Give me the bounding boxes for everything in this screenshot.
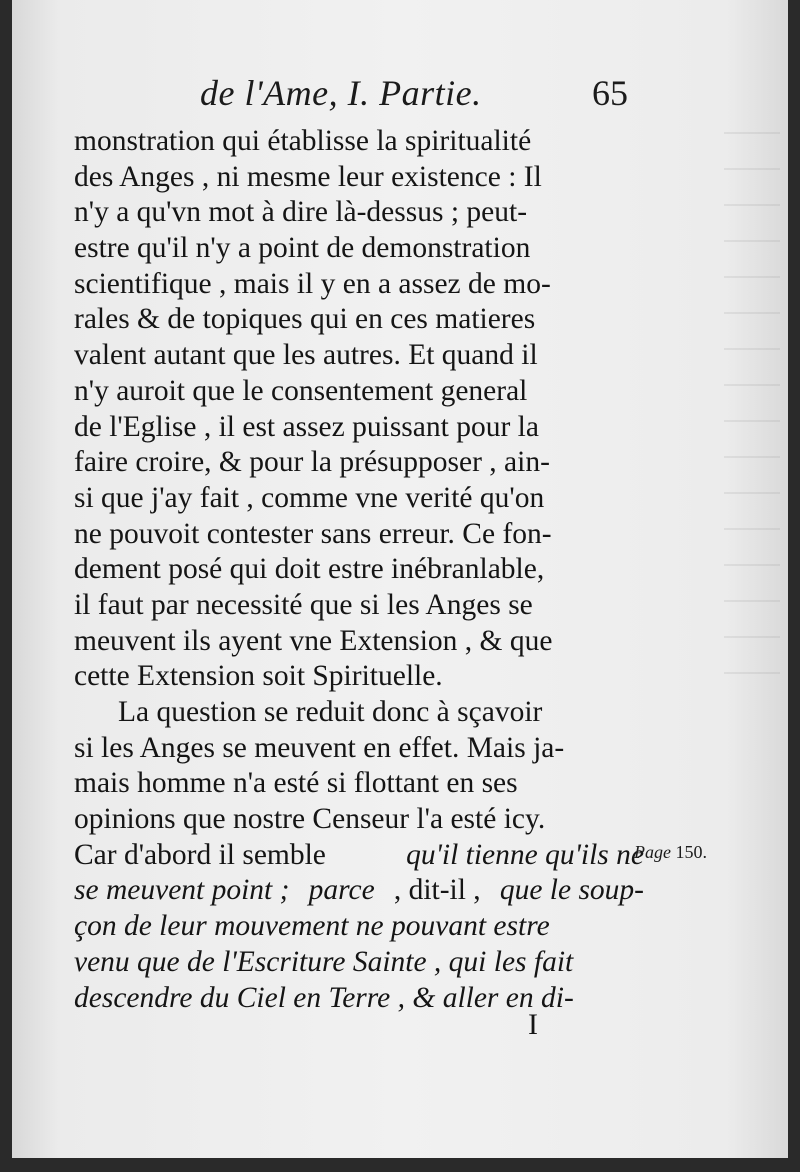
text-line: cette Extension soit Spirituelle.: [74, 660, 443, 693]
text-line: venu que de l'Escriture Sainte , qui les fait: [74, 945, 574, 978]
signature-mark: I: [528, 1008, 538, 1041]
text-line: scientifique , mais il y en a assez de mo-: [74, 267, 551, 300]
body-text: [74, 124, 644, 1016]
text-line: monstration qui établisse la spiritualité: [74, 125, 532, 157]
text-line: dement posé qui doit estre inébranlable,: [74, 553, 545, 586]
page-header: [12, 72, 788, 122]
text-line: si les Anges se meuvent en effet. Mais ja-: [74, 731, 565, 764]
text-line: il faut par necessité que si les Anges se: [74, 588, 533, 621]
text-line: faire croire, & pour la présupposer , ain-: [74, 446, 550, 479]
text-line: mais homme n'a esté si flottant en ses: [74, 767, 518, 800]
text-line: des Anges , ni mesme leur existence : Il: [74, 160, 542, 193]
text-line: n'y a qu'vn mot à dire là-dessus ; peut-: [74, 196, 528, 229]
text-line: Car d'abord il semble qu'il tienne qu'ils ne: [74, 838, 644, 874]
text-line: descendre du Ciel en Terre , & aller en di-: [74, 981, 574, 1014]
text-line: valent autant que les autres. Et quand il: [74, 339, 538, 372]
paragraph-first-line: La question se reduit donc à sçavoir: [118, 696, 543, 728]
text-line: n'y auroit que le consentement general: [74, 374, 528, 407]
show-through-bleed: [724, 108, 780, 688]
margin-note-label: Page: [634, 842, 671, 862]
text-line: se meuvent point ; parce , dit-il , que le soup-: [74, 874, 644, 907]
margin-note: [634, 842, 707, 863]
margin-note-number: 150.: [675, 842, 707, 862]
text-line: estre qu'il n'y a point de demonstration: [74, 232, 531, 265]
italic-quote: qu'il tienne qu'ils ne: [406, 838, 644, 871]
text-line: meuvent ils ayent vne Extension , & que: [74, 624, 553, 657]
text-line: opinions que nostre Censeur l'a esté icy.: [74, 803, 546, 836]
text-line: de l'Eglise , il est assez puissant pour la: [74, 410, 539, 443]
text-line: ne pouvoit contester sans erreur. Ce fon-: [74, 517, 552, 550]
page-number: 65: [592, 73, 628, 113]
text-line: çon de leur mouvement ne pouvant estre: [74, 910, 550, 943]
book-page: [12, 0, 788, 1158]
running-title: de l'Ame, I. Partie.: [200, 73, 482, 113]
text-line: si que j'ay fait , comme vne verité qu'on: [74, 481, 545, 514]
text-line: rales & de topiques qui en ces matieres: [74, 303, 536, 336]
